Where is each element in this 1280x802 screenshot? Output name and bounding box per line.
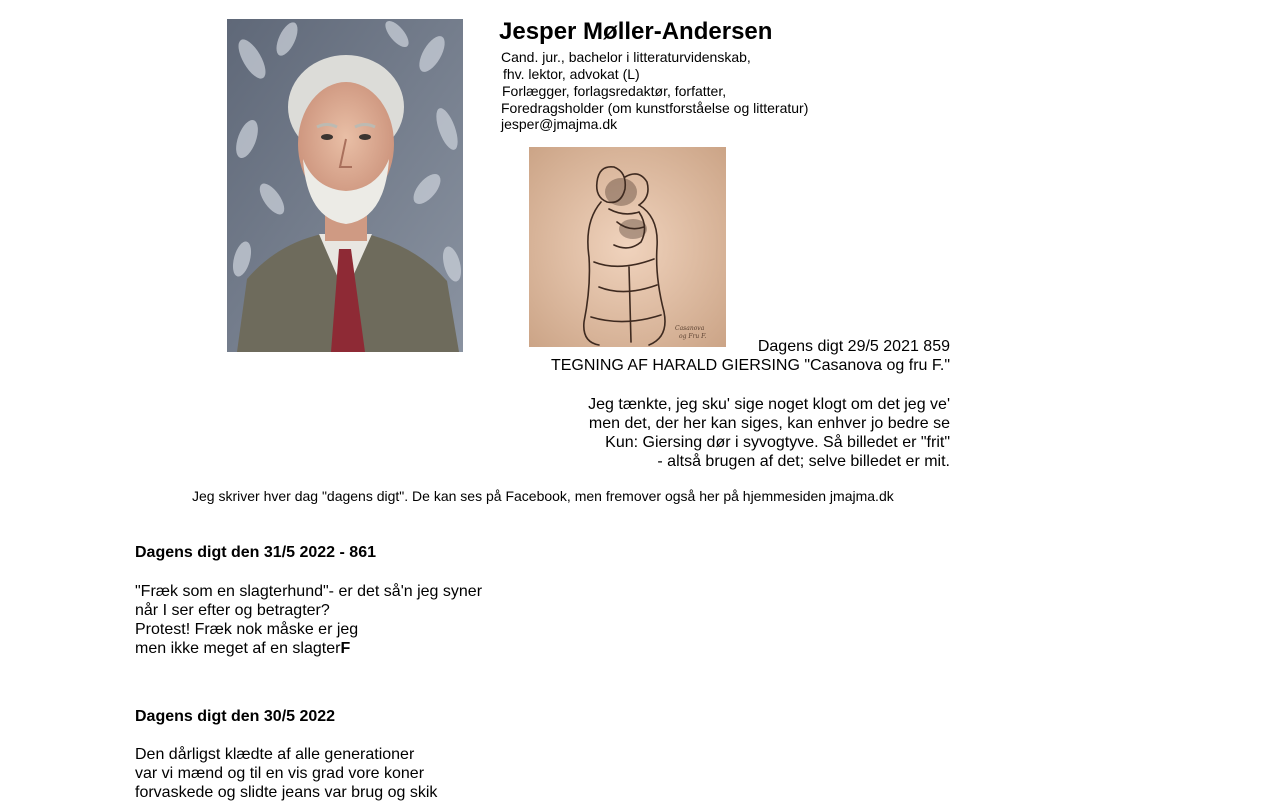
author-name: Jesper Møller-Andersen [499, 18, 773, 45]
poem-line [135, 639, 350, 658]
artist-signature: og Fru F. [679, 333, 707, 340]
giersing-drawing [529, 147, 726, 347]
credential-line: fhv. lektor, advokat (L) [503, 66, 640, 82]
poem-line: var vi mænd og til en vis grad vore koner [135, 765, 425, 782]
email-line [501, 116, 617, 133]
poem-line: når I ser efter og betragter? [135, 602, 330, 619]
poem-title: Dagens digt den 31/5 2022 - 861 [135, 544, 376, 561]
drawing-title: TEGNING AF HARALD GIERSING "Casanova og fru F." [550, 357, 950, 374]
credential-line: Cand. jur., bachelor i litteraturvidenskab, [501, 49, 751, 65]
featured-caption: Dagens digt 29/5 2021 859 [757, 338, 950, 355]
credential-line: Forlægger, forlagsredaktør, forfatter, [502, 83, 727, 99]
poem-line: Protest! Fræk nok måske er jeg [135, 621, 359, 638]
poem-line: Den dårligst klædte af alle generationer [135, 746, 415, 763]
site-notice: Jeg skriver hver dag "dagens digt". De kan ses på Facebook, men fremover også her på hjemmesiden jmajma.dk [192, 488, 894, 504]
poem-line: Kun: Giersing dør i syvogtyve. Så billedet er "frit" [605, 434, 950, 451]
credential-line: Foredragsholder (om kunstforståelse og litteratur) [501, 100, 809, 116]
poem-line: - altså brugen af det; selve billedet er mit. [657, 453, 950, 470]
poem-title: Dagens digt den 30/5 2022 [135, 708, 336, 725]
stray-bold-letter: F [340, 640, 351, 657]
poem-line: Jeg tænkte, jeg sku' sige noget klogt om det jeg ve' [588, 396, 950, 413]
poem-line-text: men ikke meget af en slagter [135, 640, 341, 657]
poem-line: forvaskede og slidte jeans var brug og skik [135, 784, 438, 801]
poem-line: "Fræk som en slagterhund"- er det så'n jeg syner [135, 583, 483, 600]
artist-signature: Casanova [675, 325, 705, 332]
portrait-photo [227, 19, 463, 352]
poem-line: men det, der her kan siges, kan enhver jo bedre se [588, 415, 950, 432]
email-link[interactable]: jesper@jmajma.dk [501, 116, 618, 132]
